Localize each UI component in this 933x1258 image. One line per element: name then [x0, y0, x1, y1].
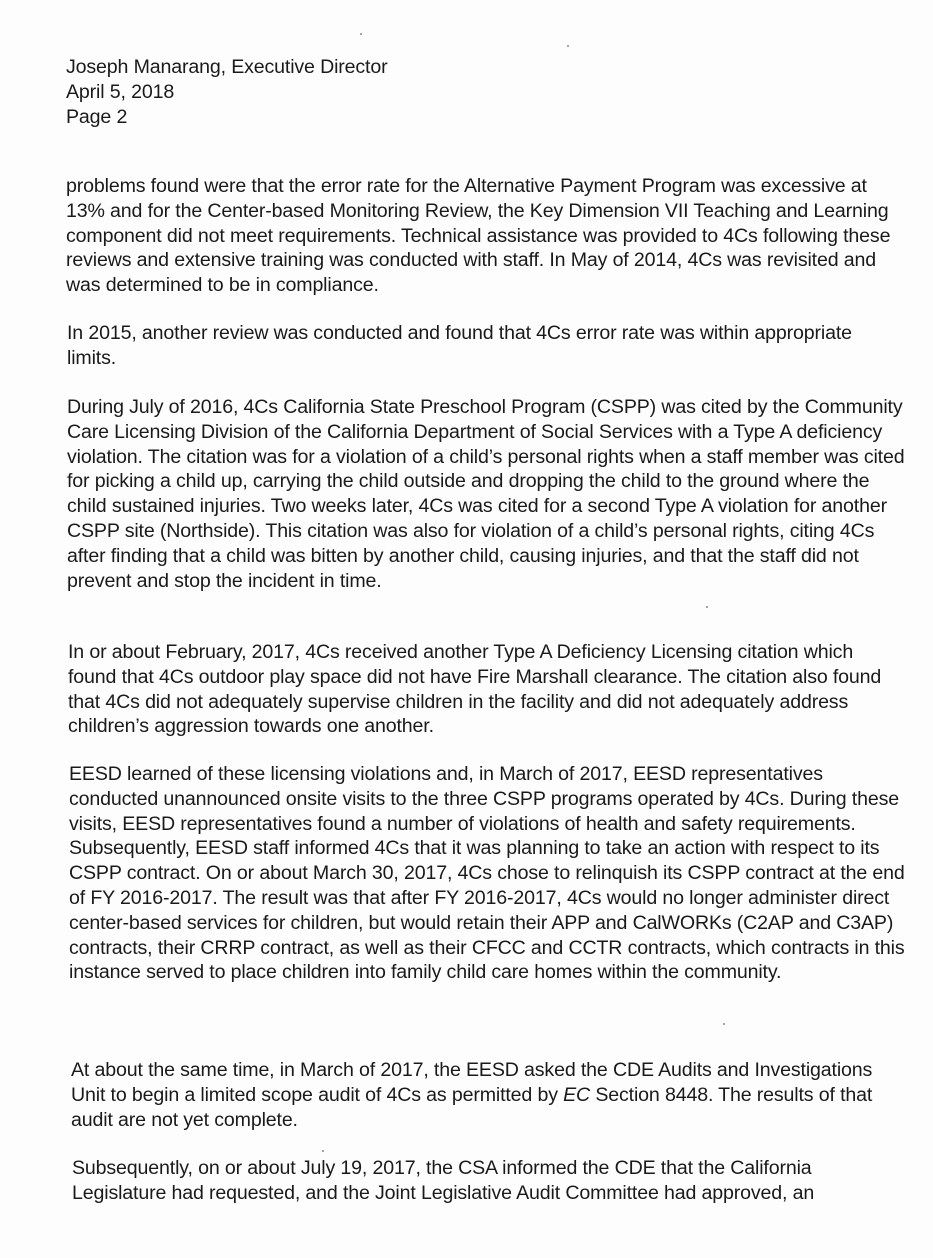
page-number: Page 2	[66, 105, 128, 128]
scan-speck	[723, 1023, 725, 1025]
scan-speck	[706, 606, 708, 608]
paragraph-2015-review: In 2015, another review was conducted and found that 4Cs error rate was within appropriate limits.	[67, 322, 852, 369]
paragraph-2017-citation: In or about February, 2017, 4Cs received another Type A Deficiency Licensing citation which found that 4Cs outdoor play space did not have Fire Marshall clearance. The citation also found that 4Cs did not adequately supervise children in the facility and did not adequately address children’s aggression towards one another.	[68, 641, 882, 738]
letter-header	[66, 55, 387, 129]
recipient-line: Joseph Manarang, Executive Director	[66, 56, 388, 78]
paragraph-csa-request: Subsequently, on or about July 19, 2017, the CSA informed the CDE that the California Legislature had requested, and the Joint Legislative Audit Committee had approved, an	[72, 1157, 815, 1204]
scan-speck	[567, 45, 569, 47]
scan-speck	[360, 33, 362, 35]
paragraph-2016-citations: During July of 2016, 4Cs California State Preschool Program (CSPP) was cited by the Community Care Licensing Division of the California Department of Social Services with a Type A deficiency violation. The citation was for a violation of a child’s personal rights when a staff member was cited for picking a child up, carrying the child outside and dropping the child to the ground where the child sustained injuries. Two weeks later, 4Cs was cited for a second Type A violation for another CSPP site (Northside). This citation was also for violation of a child’s personal rights, citing 4Cs after finding that a child was bitten by another child, causing injuries, and that the staff did not prevent and stop the incident in time.	[67, 396, 905, 592]
paragraph-eesd-visits: EESD learned of these licensing violations and, in March of 2017, EESD representatives conducted unannounced onsite visits to the three CSPP programs operated by 4Cs. During these visits, EESD representatives found a number of violations of health and safety requirements. Subsequently, EESD staff informed 4Cs that it was planning to take an action with respect to its CSPP contract. On or about March 30, 2017, 4Cs chose to relinquish its CSPP contract at the end of FY 2016-2017. The result was that after FY 2016-2017, 4Cs would no longer administer direct center-based services for children, but would retain their APP and CalWORKs (C2AP and C3AP) contracts, their CRRP contract, as well as their CFCC and CCTR contracts, which contracts in this instance served to place children into family child care homes within the community.	[69, 763, 905, 984]
education-code-abbrev: EC	[563, 1083, 591, 1106]
audit-text-after: Section 8448. The results of that audit are not yet complete.	[71, 1083, 873, 1131]
audit-text-before: At about the same time, in March of 2017, the EESD asked the CDE Audits and Investigations Unit to begin a limited scope audit of 4Cs as permitted by	[71, 1059, 873, 1106]
paragraph-audit	[71, 1058, 906, 1132]
paragraph-review-problems: problems found were that the error rate for the Alternative Payment Program was excessive at 13% and for the Center-based Monitoring Review, the Key Dimension VII Teaching and Learning component did not meet requirements. Technical assistance was provided to 4Cs following these reviews and extensive training was conducted with staff. In May of 2014, 4Cs was revisited and was determined to be in compliance.	[66, 175, 891, 297]
scan-speck	[322, 1150, 324, 1152]
date-line: April 5, 2018	[66, 80, 175, 103]
